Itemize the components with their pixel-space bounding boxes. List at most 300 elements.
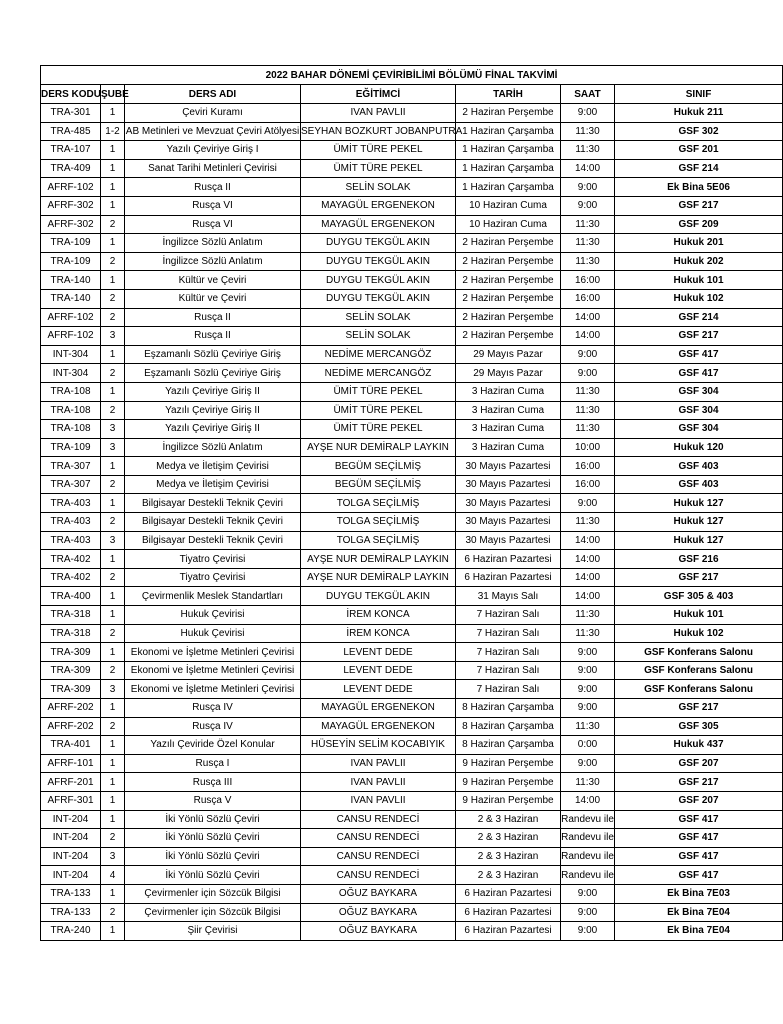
cell-section: 1 xyxy=(101,234,125,253)
cell-instructor: LEVENT DEDE xyxy=(301,680,456,699)
cell-date: 10 Haziran Cuma xyxy=(456,215,561,234)
cell-course-code: TRA-140 xyxy=(41,289,101,308)
cell-time: 14:00 xyxy=(561,791,615,810)
table-row xyxy=(41,141,783,160)
cell-date: 9 Haziran Perşembe xyxy=(456,791,561,810)
cell-course-name: İki Yönlü Sözlü Çeviri xyxy=(125,866,301,885)
cell-room: GSF 209 xyxy=(615,215,783,234)
cell-time: 11:30 xyxy=(561,420,615,439)
cell-section: 4 xyxy=(101,866,125,885)
table-row xyxy=(41,829,783,848)
cell-course-name: Rusça IV xyxy=(125,717,301,736)
cell-course-code: TRA-401 xyxy=(41,736,101,755)
cell-date: 2 & 3 Haziran xyxy=(456,829,561,848)
header-row xyxy=(41,85,783,104)
cell-room: GSF 217 xyxy=(615,699,783,718)
cell-time: 11:30 xyxy=(561,606,615,625)
cell-section: 1 xyxy=(101,178,125,197)
cell-course-name: İngilizce Sözlü Anlatım xyxy=(125,252,301,271)
cell-instructor: CANSU RENDECİ xyxy=(301,829,456,848)
cell-instructor: DUYGU TEKGÜL AKIN xyxy=(301,587,456,606)
cell-time: 16:00 xyxy=(561,271,615,290)
cell-instructor: SEYHAN BOZKURT JOBANPUTRA xyxy=(301,122,456,141)
cell-time: 11:30 xyxy=(561,382,615,401)
cell-course-code: TRA-403 xyxy=(41,531,101,550)
cell-course-code: TRA-108 xyxy=(41,382,101,401)
table-row xyxy=(41,847,783,866)
cell-course-name: Kültür ve Çeviri xyxy=(125,289,301,308)
cell-course-name: Hukuk Çevirisi xyxy=(125,624,301,643)
cell-instructor: TOLGA SEÇİLMİŞ xyxy=(301,494,456,513)
cell-date: 3 Haziran Cuma xyxy=(456,420,561,439)
cell-time: 9:00 xyxy=(561,661,615,680)
cell-section: 1 xyxy=(101,141,125,160)
cell-time: 9:00 xyxy=(561,196,615,215)
cell-time: 14:00 xyxy=(561,308,615,327)
cell-time: 9:00 xyxy=(561,754,615,773)
table-row xyxy=(41,327,783,346)
table-row xyxy=(41,810,783,829)
cell-instructor: NEDİME MERCANGÖZ xyxy=(301,364,456,383)
cell-date: 7 Haziran Salı xyxy=(456,606,561,625)
table-row xyxy=(41,457,783,476)
cell-instructor: MAYAGÜL ERGENEKON xyxy=(301,196,456,215)
cell-section: 2 xyxy=(101,475,125,494)
cell-time: 9:00 xyxy=(561,104,615,123)
cell-section: 1 xyxy=(101,754,125,773)
cell-course-code: TRA-307 xyxy=(41,475,101,494)
table-row xyxy=(41,420,783,439)
cell-time: 11:30 xyxy=(561,122,615,141)
cell-date: 7 Haziran Salı xyxy=(456,661,561,680)
table-row xyxy=(41,550,783,569)
cell-section: 1 xyxy=(101,736,125,755)
cell-section: 2 xyxy=(101,513,125,532)
cell-course-code: TRA-109 xyxy=(41,438,101,457)
exam-schedule-sheet xyxy=(40,65,782,941)
cell-section: 1 xyxy=(101,699,125,718)
cell-section: 1 xyxy=(101,791,125,810)
cell-section: 2 xyxy=(101,308,125,327)
cell-time: 9:00 xyxy=(561,903,615,922)
cell-course-code: AFRF-102 xyxy=(41,308,101,327)
cell-instructor: AYŞE NUR DEMİRALP LAYKIN xyxy=(301,568,456,587)
schedule-rows xyxy=(41,104,783,941)
cell-room: Hukuk 201 xyxy=(615,234,783,253)
cell-instructor: AYŞE NUR DEMİRALP LAYKIN xyxy=(301,550,456,569)
cell-room: GSF 304 xyxy=(615,401,783,420)
cell-course-code: TRA-400 xyxy=(41,587,101,606)
cell-date: 31 Mayıs Salı xyxy=(456,587,561,606)
cell-course-code: AFRF-302 xyxy=(41,196,101,215)
cell-time: 11:30 xyxy=(561,215,615,234)
cell-course-name: Yazılı Çeviriye Giriş II xyxy=(125,420,301,439)
cell-time: 11:30 xyxy=(561,513,615,532)
cell-room: Hukuk 211 xyxy=(615,104,783,123)
cell-section: 1 xyxy=(101,345,125,364)
cell-time: 14:00 xyxy=(561,159,615,178)
cell-section: 2 xyxy=(101,829,125,848)
cell-course-code: TRA-403 xyxy=(41,494,101,513)
cell-course-name: Bilgisayar Destekli Teknik Çeviri xyxy=(125,531,301,550)
cell-instructor: ÜMİT TÜRE PEKEL xyxy=(301,382,456,401)
cell-instructor: MAYAGÜL ERGENEKON xyxy=(301,717,456,736)
cell-date: 6 Haziran Pazartesi xyxy=(456,884,561,903)
cell-course-name: Bilgisayar Destekli Teknik Çeviri xyxy=(125,513,301,532)
cell-time: Randevu ile xyxy=(561,810,615,829)
cell-course-name: Yazılı Çeviriye Giriş II xyxy=(125,401,301,420)
cell-date: 3 Haziran Cuma xyxy=(456,401,561,420)
cell-course-name: Çevirmenler için Sözcük Bilgisi xyxy=(125,884,301,903)
cell-section: 1 xyxy=(101,606,125,625)
cell-section: 2 xyxy=(101,289,125,308)
cell-time: Randevu ile xyxy=(561,829,615,848)
table-row xyxy=(41,736,783,755)
table-row xyxy=(41,568,783,587)
cell-course-name: Sanat Tarihi Metinleri Çevirisi xyxy=(125,159,301,178)
cell-course-code: AFRF-102 xyxy=(41,178,101,197)
cell-section: 1 xyxy=(101,382,125,401)
cell-course-code: TRA-318 xyxy=(41,624,101,643)
cell-instructor: DUYGU TEKGÜL AKIN xyxy=(301,252,456,271)
cell-time: 9:00 xyxy=(561,884,615,903)
cell-course-code: AFRF-202 xyxy=(41,717,101,736)
table-row xyxy=(41,178,783,197)
table-row xyxy=(41,345,783,364)
cell-course-code: TRA-133 xyxy=(41,903,101,922)
cell-room: Hukuk 127 xyxy=(615,494,783,513)
cell-date: 30 Mayıs Pazartesi xyxy=(456,457,561,476)
cell-course-name: Yazılı Çeviride Özel Konular xyxy=(125,736,301,755)
cell-time: 11:30 xyxy=(561,141,615,160)
cell-section: 1 xyxy=(101,773,125,792)
cell-course-name: İngilizce Sözlü Anlatım xyxy=(125,234,301,253)
table-row xyxy=(41,699,783,718)
cell-date: 29 Mayıs Pazar xyxy=(456,364,561,383)
cell-date: 7 Haziran Salı xyxy=(456,680,561,699)
cell-date: 2 Haziran Perşembe xyxy=(456,252,561,271)
header-instructor: EĞİTİMCİ xyxy=(301,85,456,104)
table-row xyxy=(41,122,783,141)
cell-room: GSF 201 xyxy=(615,141,783,160)
cell-section: 1 xyxy=(101,643,125,662)
table-row xyxy=(41,513,783,532)
cell-section: 2 xyxy=(101,364,125,383)
cell-instructor: BEGÜM SEÇİLMİŞ xyxy=(301,475,456,494)
cell-course-name: AB Metinleri ve Mevzuat Çeviri Atölyesi xyxy=(125,122,301,141)
cell-instructor: IVAN PAVLII xyxy=(301,104,456,123)
cell-date: 1 Haziran Çarşamba xyxy=(456,141,561,160)
cell-room: GSF 217 xyxy=(615,568,783,587)
cell-course-code: TRA-409 xyxy=(41,159,101,178)
cell-room: GSF 417 xyxy=(615,364,783,383)
cell-section: 2 xyxy=(101,401,125,420)
cell-date: 6 Haziran Pazartesi xyxy=(456,903,561,922)
table-row xyxy=(41,401,783,420)
table-row xyxy=(41,773,783,792)
cell-date: 9 Haziran Perşembe xyxy=(456,754,561,773)
cell-course-name: Rusça III xyxy=(125,773,301,792)
cell-instructor: İREM KONCA xyxy=(301,624,456,643)
table-row xyxy=(41,215,783,234)
cell-room: GSF 217 xyxy=(615,196,783,215)
cell-section: 1 xyxy=(101,810,125,829)
table-row xyxy=(41,754,783,773)
cell-course-code: TRA-309 xyxy=(41,661,101,680)
cell-room: GSF 217 xyxy=(615,327,783,346)
cell-time: 9:00 xyxy=(561,643,615,662)
title-row xyxy=(41,66,783,85)
header-time: SAAT xyxy=(561,85,615,104)
cell-date: 3 Haziran Cuma xyxy=(456,438,561,457)
cell-course-name: Rusça II xyxy=(125,178,301,197)
cell-time: 10:00 xyxy=(561,438,615,457)
cell-course-name: Rusça I xyxy=(125,754,301,773)
cell-date: 2 Haziran Perşembe xyxy=(456,289,561,308)
cell-room: Hukuk 120 xyxy=(615,438,783,457)
cell-course-code: TRA-108 xyxy=(41,401,101,420)
cell-instructor: HÜSEYİN SELİM KOCABIYIK xyxy=(301,736,456,755)
table-row xyxy=(41,717,783,736)
cell-course-name: Eşzamanlı Sözlü Çeviriye Giriş xyxy=(125,345,301,364)
cell-section: 2 xyxy=(101,717,125,736)
cell-section: 2 xyxy=(101,903,125,922)
cell-date: 8 Haziran Çarşamba xyxy=(456,717,561,736)
table-row xyxy=(41,252,783,271)
header-section: ŞUBE xyxy=(101,85,125,104)
cell-course-code: INT-204 xyxy=(41,847,101,866)
cell-section: 1 xyxy=(101,922,125,941)
cell-course-code: TRA-240 xyxy=(41,922,101,941)
cell-room: GSF 214 xyxy=(615,159,783,178)
cell-course-name: Ekonomi ve İşletme Metinleri Çevirisi xyxy=(125,661,301,680)
cell-course-code: TRA-402 xyxy=(41,568,101,587)
cell-course-name: Rusça VI xyxy=(125,196,301,215)
cell-course-name: Medya ve İletişim Çevirisi xyxy=(125,475,301,494)
cell-instructor: TOLGA SEÇİLMİŞ xyxy=(301,513,456,532)
cell-course-name: Medya ve İletişim Çevirisi xyxy=(125,457,301,476)
cell-room: GSF 304 xyxy=(615,382,783,401)
cell-room: GSF 417 xyxy=(615,810,783,829)
cell-room: GSF Konferans Salonu xyxy=(615,661,783,680)
cell-course-code: AFRF-302 xyxy=(41,215,101,234)
cell-room: GSF 403 xyxy=(615,475,783,494)
cell-course-code: INT-204 xyxy=(41,866,101,885)
cell-course-code: TRA-301 xyxy=(41,104,101,123)
cell-date: 8 Haziran Çarşamba xyxy=(456,699,561,718)
cell-instructor: SELİN SOLAK xyxy=(301,308,456,327)
cell-date: 30 Mayıs Pazartesi xyxy=(456,531,561,550)
cell-room: GSF 302 xyxy=(615,122,783,141)
cell-room: GSF 216 xyxy=(615,550,783,569)
cell-section: 1 xyxy=(101,271,125,290)
cell-section: 2 xyxy=(101,624,125,643)
cell-date: 7 Haziran Salı xyxy=(456,624,561,643)
cell-course-code: TRA-403 xyxy=(41,513,101,532)
cell-course-name: Ekonomi ve İşletme Metinleri Çevirisi xyxy=(125,643,301,662)
cell-time: 14:00 xyxy=(561,568,615,587)
cell-date: 29 Mayıs Pazar xyxy=(456,345,561,364)
cell-time: 14:00 xyxy=(561,327,615,346)
cell-course-name: Ekonomi ve İşletme Metinleri Çevirisi xyxy=(125,680,301,699)
table-row xyxy=(41,438,783,457)
table-row xyxy=(41,643,783,662)
exam-schedule-table xyxy=(40,65,783,941)
cell-room: GSF 305 & 403 xyxy=(615,587,783,606)
cell-course-code: TRA-485 xyxy=(41,122,101,141)
table-row xyxy=(41,587,783,606)
cell-room: Hukuk 102 xyxy=(615,624,783,643)
table-row xyxy=(41,289,783,308)
cell-instructor: OĞUZ BAYKARA xyxy=(301,922,456,941)
cell-course-name: Rusça IV xyxy=(125,699,301,718)
table-row xyxy=(41,271,783,290)
cell-room: Hukuk 101 xyxy=(615,271,783,290)
cell-instructor: MAYAGÜL ERGENEKON xyxy=(301,699,456,718)
cell-course-name: İngilizce Sözlü Anlatım xyxy=(125,438,301,457)
cell-room: GSF 417 xyxy=(615,829,783,848)
schedule-title: 2022 BAHAR DÖNEMİ ÇEVİRİBİLİMİ BÖLÜMÜ FİNAL TAKVİMİ xyxy=(41,66,783,85)
cell-room: Ek Bina 7E04 xyxy=(615,903,783,922)
cell-course-code: TRA-318 xyxy=(41,606,101,625)
cell-course-name: Rusça V xyxy=(125,791,301,810)
cell-section: 1 xyxy=(101,104,125,123)
table-row xyxy=(41,234,783,253)
cell-time: 11:30 xyxy=(561,252,615,271)
table-row xyxy=(41,866,783,885)
cell-section: 1-2 xyxy=(101,122,125,141)
cell-room: Hukuk 202 xyxy=(615,252,783,271)
cell-date: 30 Mayıs Pazartesi xyxy=(456,494,561,513)
cell-date: 1 Haziran Çarşamba xyxy=(456,122,561,141)
cell-course-code: AFRF-201 xyxy=(41,773,101,792)
cell-course-code: AFRF-101 xyxy=(41,754,101,773)
cell-section: 1 xyxy=(101,494,125,513)
cell-date: 2 & 3 Haziran xyxy=(456,847,561,866)
cell-course-code: TRA-107 xyxy=(41,141,101,160)
table-row xyxy=(41,661,783,680)
cell-course-name: Rusça II xyxy=(125,327,301,346)
cell-time: 14:00 xyxy=(561,531,615,550)
cell-room: GSF 207 xyxy=(615,754,783,773)
cell-room: GSF 305 xyxy=(615,717,783,736)
cell-instructor: TOLGA SEÇİLMİŞ xyxy=(301,531,456,550)
cell-course-name: İki Yönlü Sözlü Çeviri xyxy=(125,847,301,866)
cell-course-name: Eşzamanlı Sözlü Çeviriye Giriş xyxy=(125,364,301,383)
cell-section: 2 xyxy=(101,661,125,680)
cell-instructor: ÜMİT TÜRE PEKEL xyxy=(301,141,456,160)
cell-section: 1 xyxy=(101,884,125,903)
cell-time: 9:00 xyxy=(561,494,615,513)
cell-instructor: BEGÜM SEÇİLMİŞ xyxy=(301,457,456,476)
table-row xyxy=(41,196,783,215)
cell-section: 3 xyxy=(101,847,125,866)
cell-section: 1 xyxy=(101,159,125,178)
cell-course-code: TRA-133 xyxy=(41,884,101,903)
cell-room: Hukuk 437 xyxy=(615,736,783,755)
table-row xyxy=(41,791,783,810)
cell-instructor: MAYAGÜL ERGENEKON xyxy=(301,215,456,234)
header-code: DERS KODU xyxy=(41,85,101,104)
cell-time: 11:30 xyxy=(561,234,615,253)
cell-date: 6 Haziran Pazartesi xyxy=(456,922,561,941)
cell-time: 11:30 xyxy=(561,717,615,736)
cell-section: 3 xyxy=(101,327,125,346)
cell-instructor: DUYGU TEKGÜL AKIN xyxy=(301,234,456,253)
cell-course-code: AFRF-202 xyxy=(41,699,101,718)
cell-room: GSF 217 xyxy=(615,773,783,792)
cell-date: 30 Mayıs Pazartesi xyxy=(456,475,561,494)
table-row xyxy=(41,531,783,550)
cell-instructor: SELİN SOLAK xyxy=(301,178,456,197)
cell-date: 30 Mayıs Pazartesi xyxy=(456,513,561,532)
cell-time: 11:30 xyxy=(561,401,615,420)
cell-section: 2 xyxy=(101,252,125,271)
cell-date: 2 Haziran Perşembe xyxy=(456,271,561,290)
cell-date: 10 Haziran Cuma xyxy=(456,196,561,215)
cell-instructor: OĞUZ BAYKARA xyxy=(301,903,456,922)
table-row xyxy=(41,475,783,494)
cell-instructor: ÜMİT TÜRE PEKEL xyxy=(301,420,456,439)
cell-section: 1 xyxy=(101,196,125,215)
cell-instructor: ÜMİT TÜRE PEKEL xyxy=(301,159,456,178)
cell-instructor: NEDİME MERCANGÖZ xyxy=(301,345,456,364)
cell-course-name: İki Yönlü Sözlü Çeviri xyxy=(125,810,301,829)
cell-time: 9:00 xyxy=(561,699,615,718)
cell-time: 16:00 xyxy=(561,457,615,476)
cell-course-name: Çeviri Kuramı xyxy=(125,104,301,123)
cell-section: 3 xyxy=(101,438,125,457)
cell-course-name: Yazılı Çeviriye Giriş I xyxy=(125,141,301,160)
cell-instructor: CANSU RENDECİ xyxy=(301,810,456,829)
cell-course-code: TRA-309 xyxy=(41,680,101,699)
header-date: TARİH xyxy=(456,85,561,104)
table-row xyxy=(41,680,783,699)
cell-course-name: Hukuk Çevirisi xyxy=(125,606,301,625)
cell-room: GSF Konferans Salonu xyxy=(615,643,783,662)
cell-date: 2 & 3 Haziran xyxy=(456,810,561,829)
cell-date: 2 Haziran Perşembe xyxy=(456,308,561,327)
cell-course-name: Rusça II xyxy=(125,308,301,327)
cell-section: 2 xyxy=(101,568,125,587)
cell-time: Randevu ile xyxy=(561,847,615,866)
cell-course-code: TRA-309 xyxy=(41,643,101,662)
cell-time: 9:00 xyxy=(561,680,615,699)
cell-time: 9:00 xyxy=(561,178,615,197)
cell-room: GSF Konferans Salonu xyxy=(615,680,783,699)
cell-date: 1 Haziran Çarşamba xyxy=(456,178,561,197)
cell-course-name: Rusça VI xyxy=(125,215,301,234)
cell-date: 6 Haziran Pazartesi xyxy=(456,568,561,587)
cell-date: 2 & 3 Haziran xyxy=(456,866,561,885)
cell-date: 2 Haziran Perşembe xyxy=(456,234,561,253)
cell-room: GSF 304 xyxy=(615,420,783,439)
cell-date: 2 Haziran Perşembe xyxy=(456,327,561,346)
cell-time: 16:00 xyxy=(561,289,615,308)
cell-time: 9:00 xyxy=(561,364,615,383)
cell-instructor: CANSU RENDECİ xyxy=(301,847,456,866)
cell-time: Randevu ile xyxy=(561,866,615,885)
cell-course-code: TRA-109 xyxy=(41,234,101,253)
cell-course-code: AFRF-301 xyxy=(41,791,101,810)
cell-course-name: Bilgisayar Destekli Teknik Çeviri xyxy=(125,494,301,513)
cell-course-code: TRA-402 xyxy=(41,550,101,569)
cell-course-code: TRA-109 xyxy=(41,252,101,271)
cell-instructor: DUYGU TEKGÜL AKIN xyxy=(301,271,456,290)
cell-course-code: TRA-140 xyxy=(41,271,101,290)
cell-room: GSF 207 xyxy=(615,791,783,810)
cell-course-code: INT-204 xyxy=(41,810,101,829)
